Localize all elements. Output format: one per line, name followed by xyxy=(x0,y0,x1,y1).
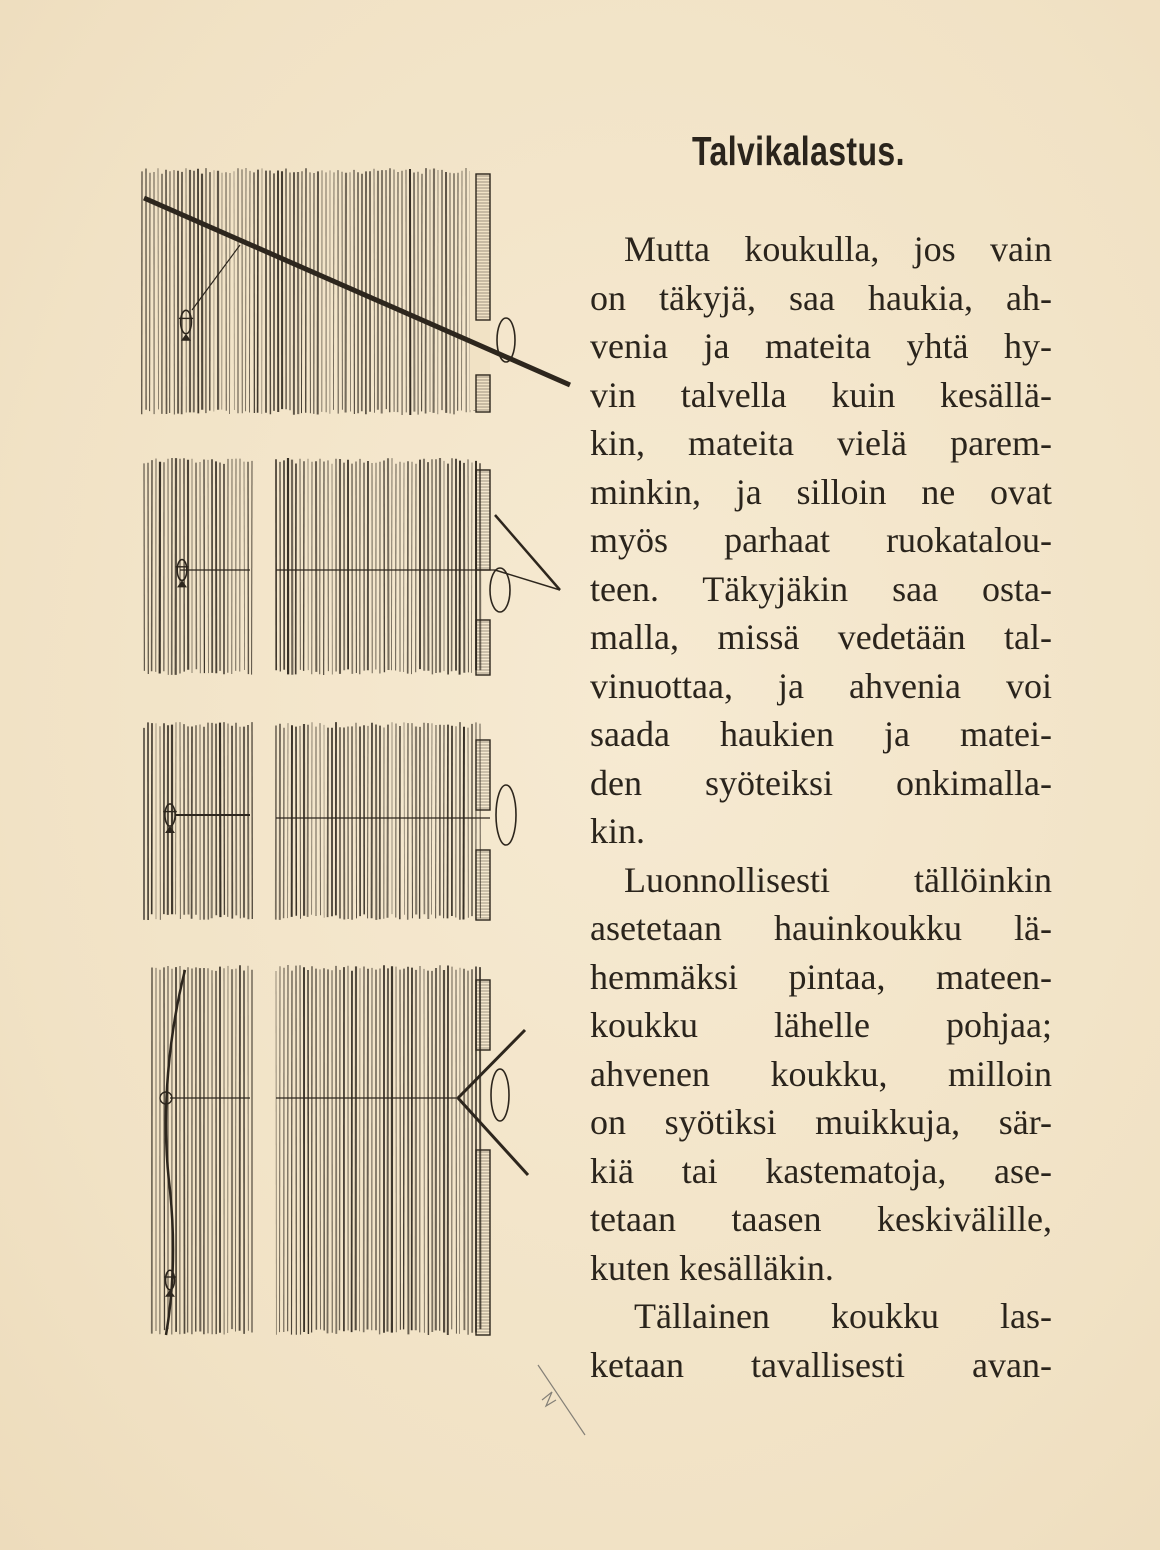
ice-fishing-illustrations xyxy=(100,150,590,1460)
text-line: kuten kesälläkin. xyxy=(590,1247,834,1288)
text-line: asetetaan hauinkoukku lä- xyxy=(590,908,1052,948)
text-line: vin talvella kuin kesällä- xyxy=(590,374,1052,415)
text-line: on syötiksi muikkuja, sär- xyxy=(590,1102,1052,1142)
text-line: ahvenen koukku, milloin xyxy=(590,1053,1052,1094)
text-line: Luonnollisesti tällöinkin xyxy=(624,859,1052,900)
text-line: den syöteiksi onkimalla- xyxy=(590,762,1052,803)
text-line: kin, mateita vielä parem- xyxy=(590,423,1052,463)
text-line: on täkyjä, saa haukia, ah- xyxy=(590,277,1052,318)
text-line: Tällainen koukku las- xyxy=(634,1296,1052,1336)
illustration-hook-under-ice xyxy=(144,722,516,920)
illustration-forked-stick-hook xyxy=(152,965,528,1335)
text-line: kin. xyxy=(590,811,646,851)
illustration-level-hook xyxy=(144,458,560,675)
text-line: tetaan taasen keskivälille, xyxy=(590,1199,1052,1239)
illustration-tilted-hook xyxy=(142,168,570,415)
text-line: malla, missä vedetään tal- xyxy=(590,617,1052,657)
text-line: Mutta koukulla, jos vain xyxy=(624,229,1052,269)
pencil-mark xyxy=(538,1365,585,1435)
text-line: teen. Täkyjäkin saa osta- xyxy=(590,568,1052,609)
text-line: vinuottaa, ja ahvenia voi xyxy=(590,665,1052,706)
text-line: kiä tai kastematoja, ase- xyxy=(590,1150,1052,1191)
text-line: koukku lähelle pohjaa; xyxy=(590,1005,1052,1045)
body-text xyxy=(590,225,1052,1389)
text-line: hemmäksi pintaa, mateen- xyxy=(590,956,1052,997)
text-line: minkin, ja silloin ne ovat xyxy=(590,471,1052,512)
text-line: ketaan tavallisesti avan- xyxy=(590,1344,1052,1385)
text-line: myös parhaat ruokatalou- xyxy=(590,520,1052,560)
text-line: venia ja mateita yhtä hy- xyxy=(590,326,1052,366)
text-line: saada haukien ja matei- xyxy=(590,714,1052,754)
page-title: Talvikalastus. xyxy=(692,128,905,174)
